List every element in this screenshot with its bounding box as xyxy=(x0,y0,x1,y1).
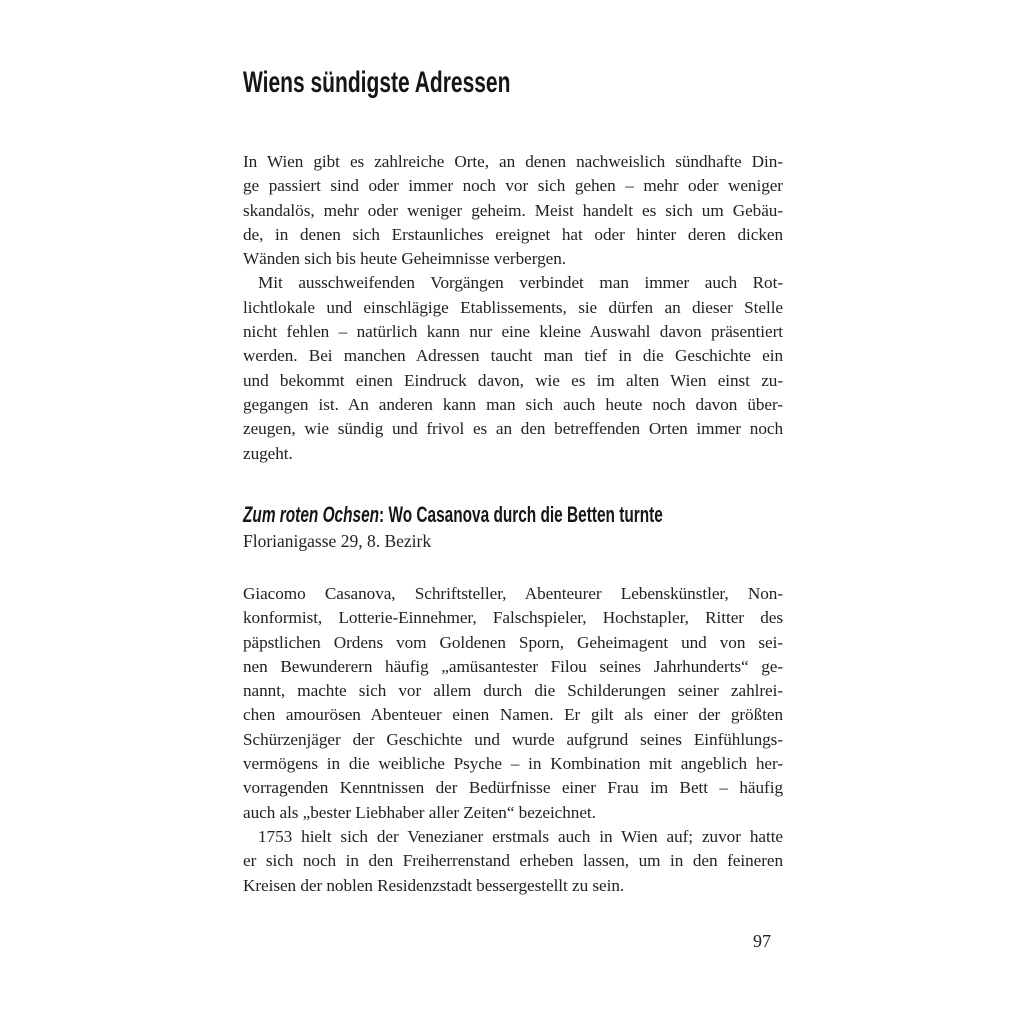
chapter-title: Wiens sündigste Adressen xyxy=(243,66,511,99)
text-line: zeugen, wie sündig und frivol es an den betreffenden Orten immer noch xyxy=(243,419,783,439)
text-line: Wänden sich bis heute Geheimnisse verbergen. xyxy=(243,249,566,269)
text-line: Schürzenjäger der Geschichte und wurde aufgrund seines Einfühlungs- xyxy=(243,729,783,749)
text-line: ge passiert sind oder immer noch vor sich gehen – mehr oder weniger xyxy=(243,176,783,196)
text-line: de, in denen sich Erstaunliches ereignet hat oder hinter deren dicken xyxy=(243,224,783,244)
text-line: nannt, machte sich vor allem durch die Schilderungen seiner zahlrei- xyxy=(243,681,783,701)
text-line: Mit ausschweifenden Vorgängen verbindet man immer auch Rot- xyxy=(258,273,783,293)
section-heading xyxy=(243,503,663,527)
body-paragraphs xyxy=(243,582,783,898)
text-line: Giacomo Casanova, Schriftsteller, Abenteurer Lebenskünstler, Non- xyxy=(243,584,783,603)
text-line: päpstlichen Ordens vom Goldenen Sporn, Geheimagent und von sei- xyxy=(243,632,783,652)
text-line: 1753 hielt sich der Venezianer erstmals auch in Wien auf; zuvor hatte xyxy=(258,826,783,846)
text-line: In Wien gibt es zahlreiche Orte, an denen nachweislich sündhafte Din- xyxy=(243,152,783,171)
text-line: und bekommt einen Eindruck davon, wie es im alten Wien einst zu- xyxy=(243,370,783,390)
text-line: vermögens in die weibliche Psyche – in Kombination mit angeblich her- xyxy=(243,754,783,774)
section-heading-subtitle: : Wo Casanova durch die Betten turnte xyxy=(379,502,663,527)
text-line: chen amourösen Abenteuer einen Namen. Er gilt als einer der größten xyxy=(243,705,783,725)
text-line: nicht fehlen – natürlich kann nur eine kleine Auswahl davon präsentiert xyxy=(243,322,783,342)
intro-paragraphs xyxy=(243,150,783,466)
text-line: werden. Bei manchen Adressen taucht man tief in die Geschichte ein xyxy=(243,346,783,366)
text-line: zugeht. xyxy=(243,443,293,463)
text-line: gegangen ist. An anderen kann man sich auch heute noch davon über- xyxy=(243,394,783,414)
text-line: Kreisen der noblen Residenzstadt bessergestellt zu sein. xyxy=(243,875,625,895)
text-line: er sich noch in den Freiherrenstand erheben lassen, um in den feineren xyxy=(243,851,783,871)
page-number: 97 xyxy=(753,931,771,951)
text-line: lichtlokale und einschlägige Etablissements, sie dürfen an dieser Stelle xyxy=(243,297,783,317)
text-line: vorragenden Kenntnissen der Bedürfnisse einer Frau im Bett – häufig xyxy=(243,778,783,798)
text-line: auch als „bester Liebhaber aller Zeiten“ bezeichnet. xyxy=(243,802,596,822)
text-line: nen Bewunderern häufig „amüsantester Filou seines Jahrhunderts“ ge- xyxy=(243,656,783,676)
section-address: Florianigasse 29, 8. Bezirk xyxy=(243,531,432,551)
text-line: skandalös, mehr oder weniger geheim. Meist handelt es sich um Gebäu- xyxy=(243,200,783,220)
section-heading-place-name: Zum roten Ochsen xyxy=(243,502,380,527)
text-line: konformist, Lotterie-Einnehmer, Falschspieler, Hochstapler, Ritter des xyxy=(243,608,783,628)
